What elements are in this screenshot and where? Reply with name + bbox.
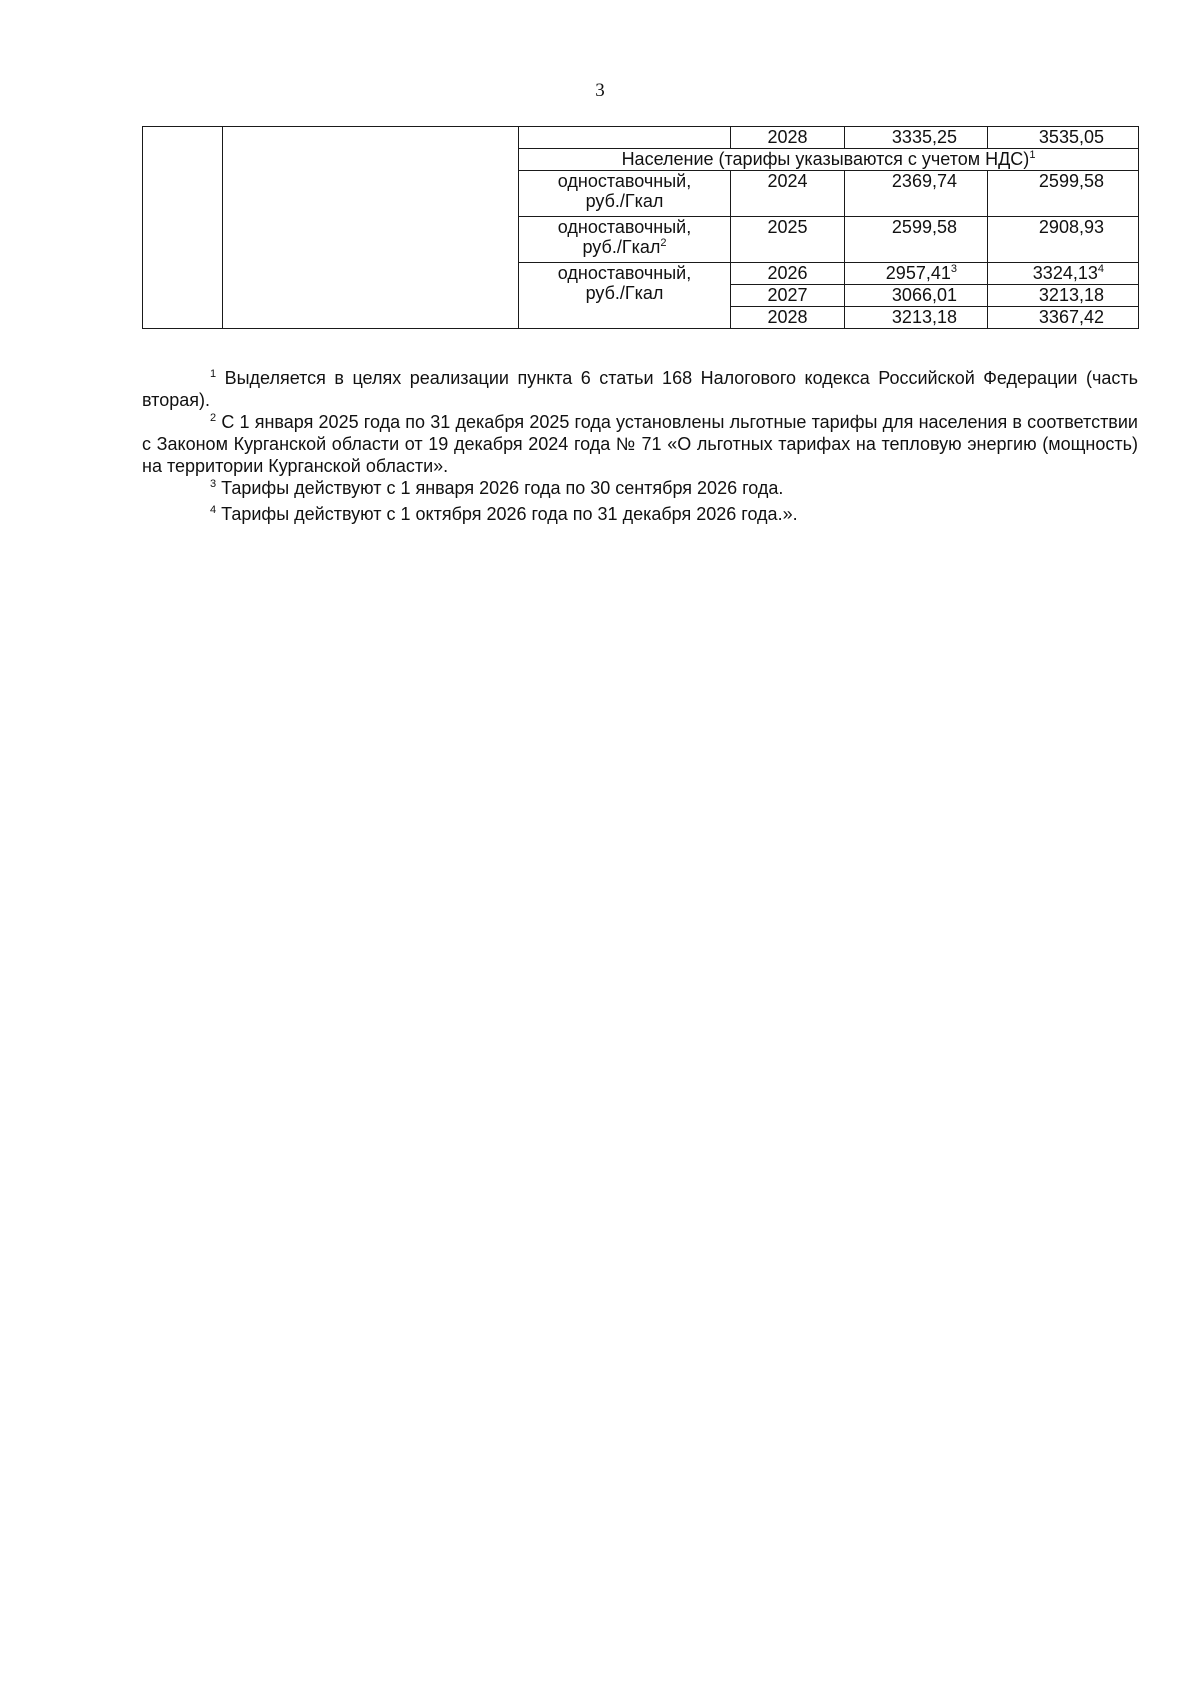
footnote-mark: 1 bbox=[1029, 149, 1036, 161]
empty-cell-label bbox=[519, 127, 731, 149]
footnote-text: Тарифы действуют с 1 октября 2026 года по 31 декабря 2026 года.». bbox=[221, 504, 798, 524]
footnote bbox=[142, 411, 1138, 477]
footnote bbox=[142, 477, 1138, 499]
value-cell: 2599,58 bbox=[988, 171, 1139, 217]
empty-cell-number bbox=[143, 127, 223, 329]
empty-cell-org bbox=[223, 127, 519, 329]
year-cell: 2025 bbox=[731, 217, 845, 263]
footnote-mark: 2 bbox=[660, 237, 667, 249]
section-header bbox=[519, 149, 1139, 171]
rate-label-line2: руб./Гкал bbox=[585, 283, 664, 303]
footnote-mark: 4 bbox=[1097, 263, 1104, 275]
year-cell: 2027 bbox=[731, 285, 845, 307]
value-cell bbox=[988, 263, 1139, 285]
rate-label-cell bbox=[519, 263, 731, 329]
value-cell: 2369,74 bbox=[845, 171, 988, 217]
footnotes bbox=[142, 367, 1138, 525]
rate-label-cell bbox=[519, 217, 731, 263]
value-cell: 3066,01 bbox=[845, 285, 988, 307]
year-cell: 2028 bbox=[731, 127, 845, 149]
year-cell: 2028 bbox=[731, 307, 845, 329]
footnote-mark: 3 bbox=[210, 478, 217, 490]
value-text: 2957,41 bbox=[885, 263, 951, 283]
rate-label-line1: одноставочный, bbox=[557, 217, 692, 237]
rate-label-line1: одноставочный, bbox=[557, 263, 692, 283]
table-row bbox=[143, 127, 1139, 149]
footnote bbox=[142, 367, 1138, 411]
value-cell: 2908,93 bbox=[988, 217, 1139, 263]
value-cell: 3367,42 bbox=[988, 307, 1139, 329]
footnote-mark: 2 bbox=[210, 412, 217, 424]
footnote bbox=[142, 503, 1138, 525]
page-number: 3 bbox=[595, 80, 605, 101]
rate-label-cell bbox=[519, 171, 731, 217]
tariff-table bbox=[142, 126, 1139, 329]
value-cell: 2599,58 bbox=[845, 217, 988, 263]
year-cell: 2026 bbox=[731, 263, 845, 285]
footnote-text: Выделяется в целях реализации пункта 6 статьи 168 Налогового кодекса Российской Федерации (часть вторая). bbox=[142, 368, 1138, 410]
value-text: 3324,13 bbox=[1032, 263, 1098, 283]
rate-label-line2: руб./Гкал bbox=[582, 237, 661, 257]
rate-label-line1: одноставочный, bbox=[557, 171, 692, 191]
value-cell: 3213,18 bbox=[988, 285, 1139, 307]
value-cell: 3213,18 bbox=[845, 307, 988, 329]
footnote-mark: 3 bbox=[950, 263, 957, 275]
value-cell bbox=[845, 263, 988, 285]
value-cell: 3535,05 bbox=[988, 127, 1139, 149]
footnote-mark: 1 bbox=[210, 368, 217, 380]
footnote-mark: 4 bbox=[210, 504, 217, 516]
year-cell: 2024 bbox=[731, 171, 845, 217]
value-cell: 3335,25 bbox=[845, 127, 988, 149]
section-header-text: Население (тарифы указываются с учетом НДС) bbox=[621, 149, 1030, 169]
rate-label-line2: руб./Гкал bbox=[585, 191, 664, 211]
footnote-text: Тарифы действуют с 1 января 2026 года по 30 сентября 2026 года. bbox=[221, 478, 784, 498]
footnote-text: С 1 января 2025 года по 31 декабря 2025 года установлены льготные тарифы для населения в соответствии с Законом Курганской области от 19 декабря 2024 года № 71 «О льготных тарифах на тепловую энергию (мощность) на территории Курганской области». bbox=[142, 412, 1138, 476]
